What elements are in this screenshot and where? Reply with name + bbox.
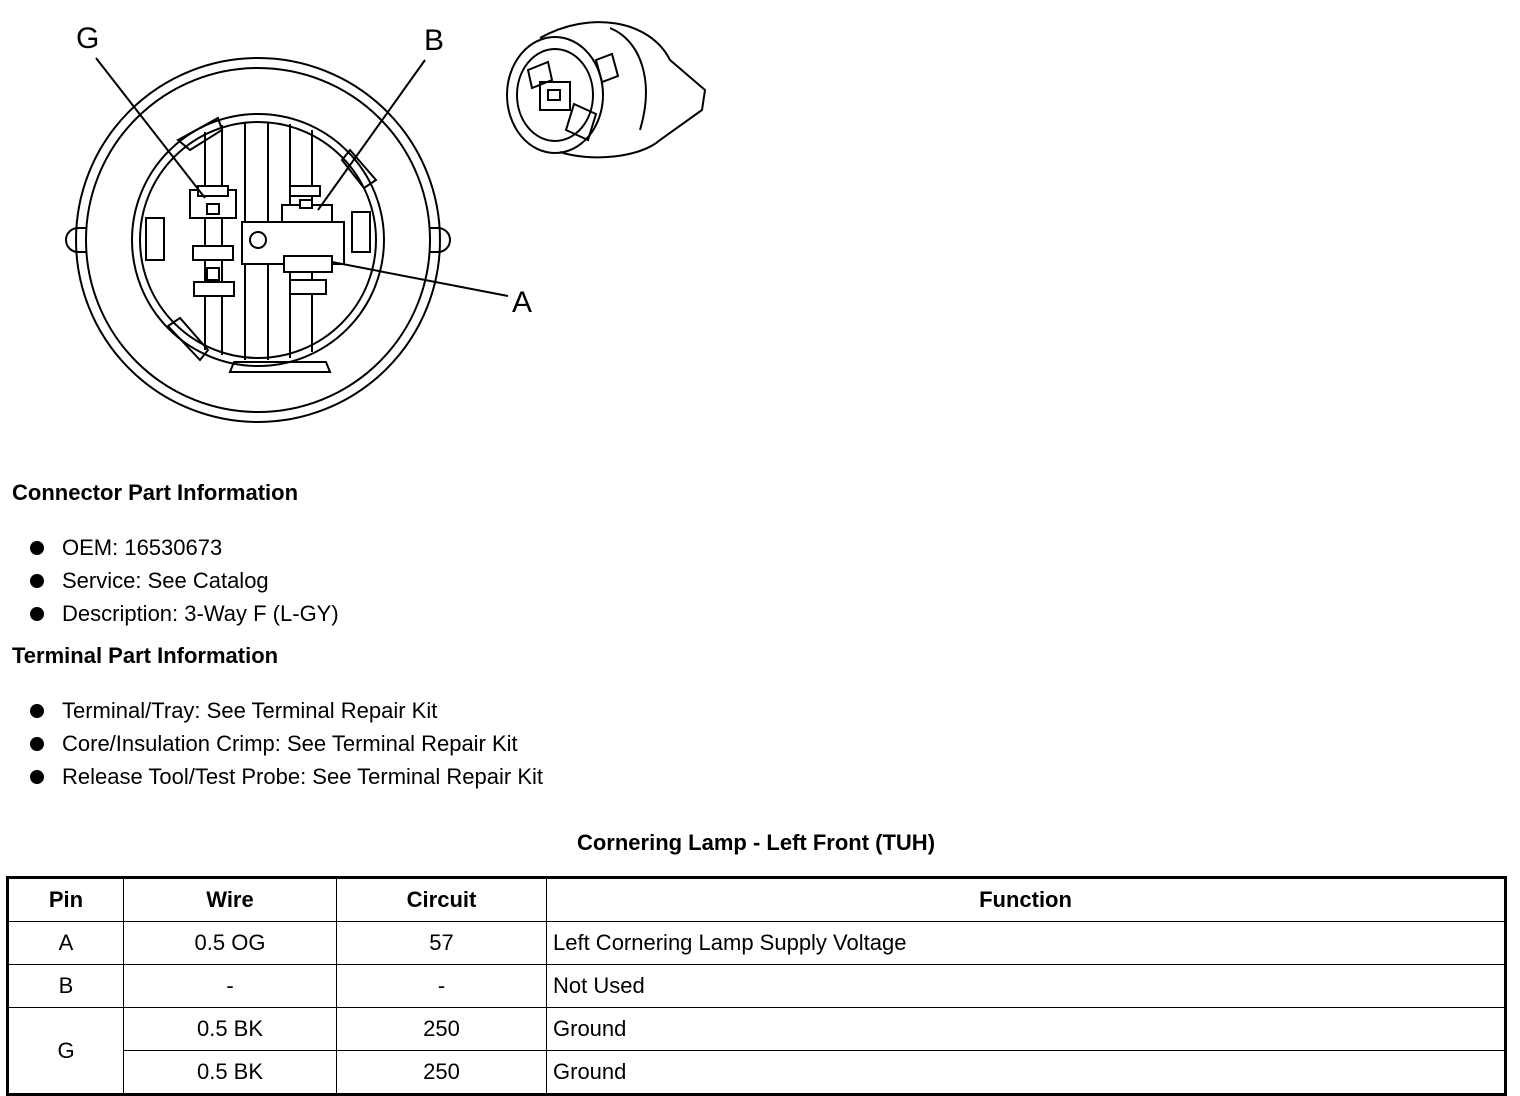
cell-function: Ground bbox=[547, 1008, 1506, 1051]
connector-info-list bbox=[28, 531, 339, 630]
terminal-info-heading: Terminal Part Information bbox=[12, 643, 279, 668]
bullet-icon bbox=[30, 541, 44, 555]
cell-pin: A bbox=[8, 922, 124, 965]
cell-wire: 0.5 BK bbox=[124, 1008, 337, 1051]
bullet-icon bbox=[30, 704, 44, 718]
cell-function: Left Cornering Lamp Supply Voltage bbox=[547, 922, 1506, 965]
cell-pin: B bbox=[8, 965, 124, 1008]
pin-label-g: G bbox=[76, 22, 100, 55]
table-row bbox=[8, 922, 1506, 965]
cell-circuit: 57 bbox=[337, 922, 547, 965]
header-circuit: Circuit bbox=[337, 878, 547, 922]
terminal-info-list bbox=[28, 694, 543, 793]
list-item: Service: See Catalog bbox=[28, 564, 339, 597]
cell-wire: - bbox=[124, 965, 337, 1008]
cell-function: Not Used bbox=[547, 965, 1506, 1008]
list-item: Terminal/Tray: See Terminal Repair Kit bbox=[28, 694, 543, 727]
connector-info-heading: Connector Part Information bbox=[12, 480, 299, 505]
bullet-icon bbox=[30, 607, 44, 621]
list-item: Release Tool/Test Probe: See Terminal Repair Kit bbox=[28, 760, 543, 793]
cell-wire: 0.5 OG bbox=[124, 922, 337, 965]
cell-function: Ground bbox=[547, 1051, 1506, 1095]
table-title: Cornering Lamp - Left Front (TUH) bbox=[576, 830, 936, 855]
pinout-table bbox=[6, 876, 1507, 1096]
list-item: OEM: 16530673 bbox=[28, 531, 339, 564]
bullet-icon bbox=[30, 737, 44, 751]
cell-pin: G bbox=[8, 1008, 124, 1095]
cell-circuit: 250 bbox=[337, 1008, 547, 1051]
bullet-icon bbox=[30, 770, 44, 784]
cell-circuit: 250 bbox=[337, 1051, 547, 1095]
header-wire: Wire bbox=[124, 878, 337, 922]
header-pin: Pin bbox=[8, 878, 124, 922]
list-item: Description: 3-Way F (L-GY) bbox=[28, 597, 339, 630]
table-row bbox=[8, 965, 1506, 1008]
bullet-icon bbox=[30, 574, 44, 588]
pin-label-b: B bbox=[424, 24, 445, 57]
list-item: Core/Insulation Crimp: See Terminal Repair Kit bbox=[28, 727, 543, 760]
cell-circuit: - bbox=[337, 965, 547, 1008]
connector-diagram bbox=[0, 0, 760, 440]
table-header-row bbox=[8, 878, 1506, 922]
header-function: Function bbox=[547, 878, 1506, 922]
table-row bbox=[8, 1051, 1506, 1095]
cell-wire: 0.5 BK bbox=[124, 1051, 337, 1095]
pin-label-a: A bbox=[512, 286, 533, 319]
table-row bbox=[8, 1008, 1506, 1051]
